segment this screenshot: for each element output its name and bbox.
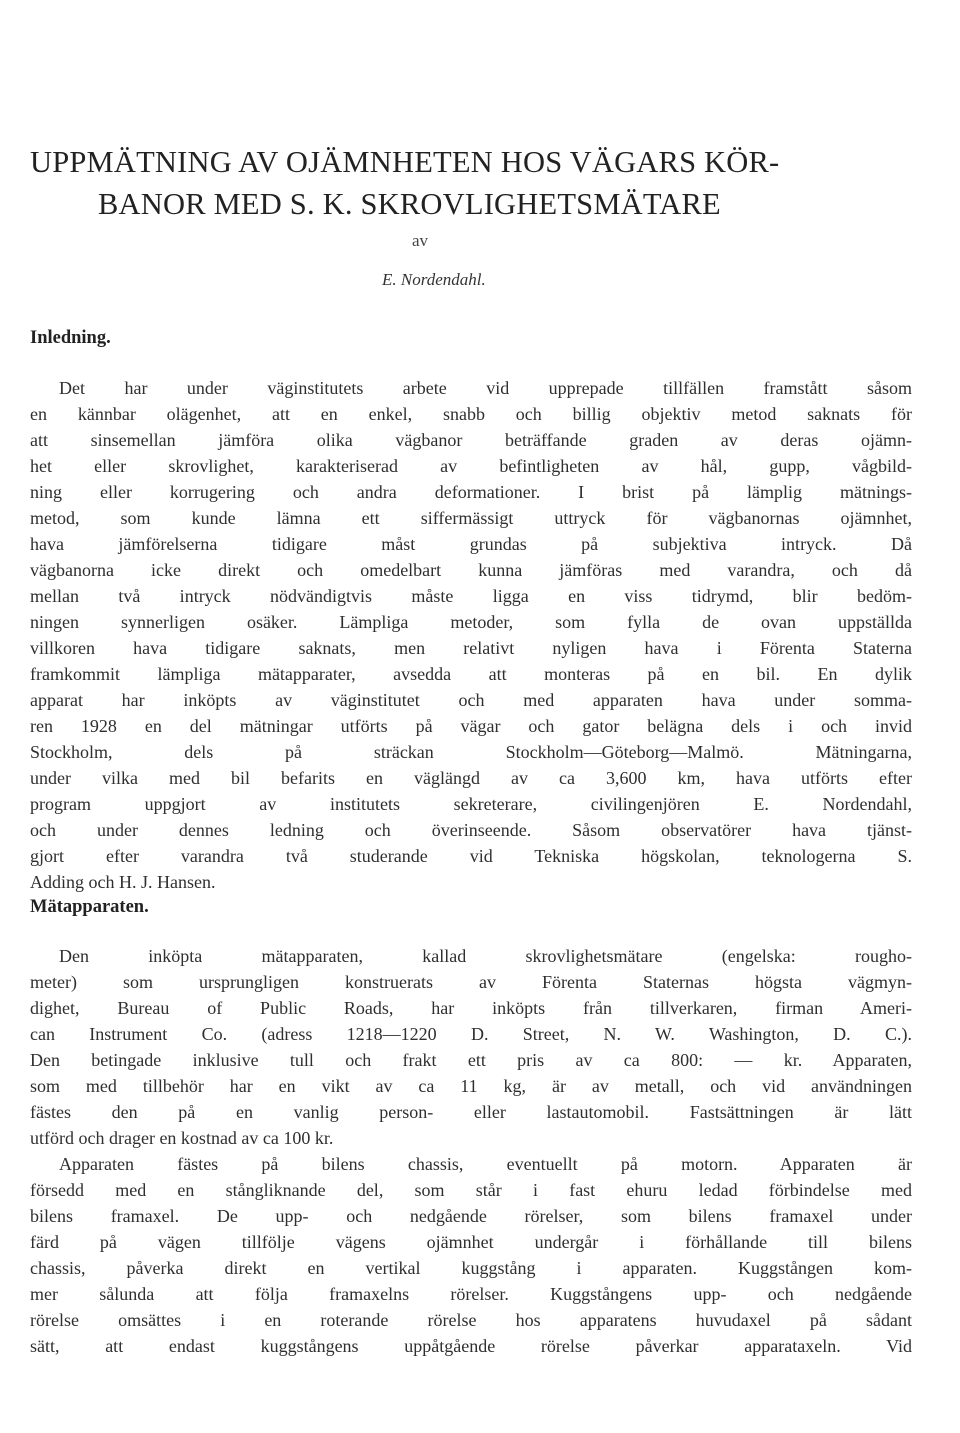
paragraph-line: Adding och H. J. Hansen.: [30, 872, 216, 892]
paragraph-line: Apparaten fästes på bilens chassis, eventuellt på motorn. Apparaten är: [59, 1154, 912, 1174]
section-heading-matapparaten: Mätapparaten.: [30, 897, 149, 917]
paragraph-line: under vilka med bil befarits en väglängd av ca 3,600 km, hava utförts efter: [30, 768, 912, 788]
paragraph-line: apparat har inköpts av väginstitutet och med apparaten hava under somma-: [30, 690, 912, 710]
paragraph-line: ren 1928 en del mätningar utförts på vägar och gator belägna dels i och invid: [30, 716, 912, 736]
paragraph-line: en kännbar olägenhet, att en enkel, snabb och billig objektiv metod saknats för: [30, 404, 912, 424]
paragraph-line: Det har under väginstitutets arbete vid upprepade tillfällen framstått såsom: [59, 378, 912, 398]
paragraph-line: Den betingade inklusive tull och frakt ett pris av ca 800: — kr. Apparaten,: [30, 1050, 912, 1070]
paragraph-line: gjort efter varandra två studerande vid Tekniska högskolan, teknologerna S.: [30, 846, 912, 866]
paragraph-line: att sinsemellan jämföra olika vägbanor beträffande graden av deras ojämn-: [30, 430, 912, 450]
paragraph-line: mer sålunda att följa framaxelns rörelser. Kuggstångens upp- och nedgående: [30, 1284, 912, 1304]
paragraph-line: program uppgjort av institutets sekreterare, civilingenjören E. Nordendahl,: [30, 794, 912, 814]
paragraph-line: can Instrument Co. (adress 1218—1220 D. Street, N. W. Washington, D. C.).: [30, 1024, 912, 1044]
paragraph-line: mellan två intryck nödvändigtvis måste ligga en viss tidrymd, blir bedöm-: [30, 586, 912, 606]
paragraph-line: framkommit lämpliga mätapparater, avsedda att monteras på en bil. En dylik: [30, 664, 912, 684]
paragraph-line: rörelse omsättes i en roterande rörelse hos apparatens huvudaxel på sådant: [30, 1310, 912, 1330]
paragraph-line: fästes den på en vanlig person- eller lastautomobil. Fastsättningen är lätt: [30, 1102, 912, 1122]
paragraph-line: sätt, att endast kuggstångens uppåtgående rörelse påverkar apparataxeln. Vid: [30, 1336, 912, 1356]
paragraph-line: villkoren hava tidigare saknats, men relativt nyligen hava i Förenta Staterna: [30, 638, 912, 658]
paragraph-line: metod, som kunde lämna ett siffermässigt uttryck för vägbanornas ojämnhet,: [30, 508, 912, 528]
title-line-2: BANOR MED S. K. SKROVLIGHETSMÄTARE: [98, 187, 721, 221]
byline: av: [412, 231, 429, 250]
section-heading-inledning: Inledning.: [30, 328, 111, 348]
paragraph-line: chassis, påverka direkt en vertikal kuggstång i apparaten. Kuggstången kom-: [30, 1258, 912, 1278]
paragraph-line: hava jämförelserna tidigare måst grundas på subjektiva intryck. Då: [30, 534, 912, 554]
paragraph-line: ning eller korrugering och andra deformationer. I brist på lämplig mätnings-: [30, 482, 912, 502]
paragraph-line: utförd och drager en kostnad av ca 100 kr.: [30, 1128, 334, 1148]
paragraph-line: het eller skrovlighet, karakteriserad av befintligheten av hål, gupp, vågbild-: [30, 456, 912, 476]
paragraph-line: som med tillbehör har en vikt av ca 11 kg, är av metall, och vid användningen: [30, 1076, 912, 1096]
paragraph-line: ningen synnerligen osäker. Lämpliga metoder, som fylla de ovan uppställda: [30, 612, 912, 632]
paragraph-line: och under dennes ledning och överinseende. Såsom observatörer hava tjänst-: [30, 820, 912, 840]
paragraph-line: bilens framaxel. De upp- och nedgående rörelser, som bilens framaxel under: [30, 1206, 912, 1226]
paragraph-line: Den inköpta mätapparaten, kallad skrovlighetsmätare (engelska: rougho-: [59, 946, 912, 966]
paragraph-line: färd på vägen tillfölje vägens ojämnhet undergår i förhållande till bilens: [30, 1232, 912, 1252]
paragraph-line: meter) som ursprungligen konstruerats av Förenta Staternas högsta vägmyn-: [30, 972, 912, 992]
paragraph-line: vägbanorna icke direkt och omedelbart kunna jämföras med varandra, och då: [30, 560, 912, 580]
author-name: E. Nordendahl.: [382, 270, 486, 289]
title-line-1: UPPMÄTNING AV OJÄMNHETEN HOS VÄGARS KÖR-: [30, 145, 780, 179]
paragraph-line: dighet, Bureau of Public Roads, har inköpts från tillverkaren, firman Ameri-: [30, 998, 912, 1018]
paragraph-line: försedd med en stångliknande del, som står i fast ehuru ledad förbindelse med: [30, 1180, 912, 1200]
paragraph-line: Stockholm, dels på sträckan Stockholm—Göteborg—Malmö. Mätningarna,: [30, 742, 912, 762]
